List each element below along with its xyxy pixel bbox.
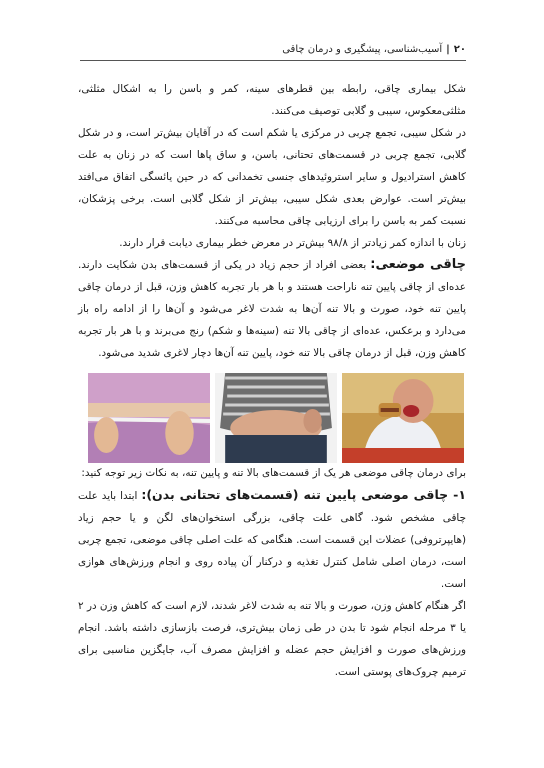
page-number: ۲۰ [453, 43, 466, 55]
book-title: آسیب‌شناسی، پیشگیری و درمان چاقی [282, 43, 443, 55]
paragraph-apple-pear: در شکل سیبی، تجمع چربی در مرکزی یا شکم است که در آقایان بیش‌تر است، و در شکل گلابی، تجمع چربی در قسمت‌های تحتانی، باسن، و ساق پاها است که در زنان به علت کاهش استرادیول و سایر استروئیدهای جنسی تخمدانی که در حین یائسگی اتفاق می‌افتد بیش‌تر است. عوارض بعدی شکل سیبی، بیش‌تر از شکل گلابی است. برخی پزشکان، نسبت کمر به باسن را برای ارزیابی چاقی محاسبه می‌کنند. [78, 127, 466, 227]
intro-after-images: برای درمان چاقی موضعی هر یک از قسمت‌های بالا تنه و پایین تنه، به نکات زیر توجه کنید: [81, 467, 466, 479]
paragraph-local-obesity [78, 254, 466, 364]
header-rule [80, 60, 466, 61]
belly-photo-icon [215, 373, 337, 463]
image-strip [88, 373, 464, 463]
local-obesity-term: چاقی موضعی: [370, 257, 466, 272]
page-header [80, 40, 466, 58]
waist-measure-photo-icon [88, 373, 210, 463]
local-obesity-text: بعضی افراد از حجم زیاد در یکی از قسمت‌های بدن شکایت دارند. عده‌ای از چاقی پایین تنه ناراحت هستند و با هر بار تجربه کاهش وزن، قبل از درمان چاقی پایین تنه خود، صورت و بالا تنه آن‌ها به شدت لاغر می‌شود و آن‌ها را از ادامه راه باز می‌دارد و برعکس، عده‌ای از چاقی بالا تنه (سینه‌ها و شکم) رنج می‌برند و با هر بار تجربه کاهش وزن، قبل از درمان چاقی بالا تنه خود، پایین تنه آن‌ها دچار لاغری شدید می‌شود. [78, 259, 466, 359]
section1-text: ابتدا باید علت چاقی مشخص شود. گاهی علت چاقی، بزرگی استخوان‌های لگن و یا حجم زیاد (هایپرتروفی) عضلات این قسمت است. هنگامی که علت اصلی چاقی موضعی، تجمع چربی است، درمان اصلی شامل کنترل تغذیه و درکنار آن پیاده روی و انجام ورزش‌های هوازی است. [78, 490, 466, 590]
header-separator: | [446, 43, 450, 55]
paragraph-shapes: شکل بیماری چاقی، رابطه بین قطرهای سینه، کمر و باسن را به اشکال مثلثی، مثلثی‌معکوس، سیبی و گلابی توصیف می‌کنند. [78, 83, 466, 117]
eating-man-photo-icon [342, 373, 464, 463]
paragraph-waist-risk: زنان با اندازه کمر زیادتر از ۹۸/۸ بیش‌تر در معرض خطر بیماری دیابت قرار دارند. [119, 237, 466, 249]
section1-heading: ۱- چاقی موضعی پایین تنه (قسمت‌های تحتانی بدن): [141, 487, 466, 502]
section-lower-body [78, 484, 466, 595]
top-text-block [78, 78, 466, 364]
bottom-text-block [78, 462, 466, 683]
paragraph-weight-loss-stages: اگر هنگام کاهش وزن، صورت و بالا تنه به شدت لاغر شدند، لازم است که کاهش وزن در ۲ یا ۳ مرحله انجام شود تا بدن در طی زمان بیش‌تری، فرصت بازسازی داشته باشد. انجام ورزش‌های صورت و افزایش حجم عضله و افزایش مصرف آب، جایگزین مناسبی برای ترمیم چروک‌های پوستی است. [78, 600, 466, 678]
